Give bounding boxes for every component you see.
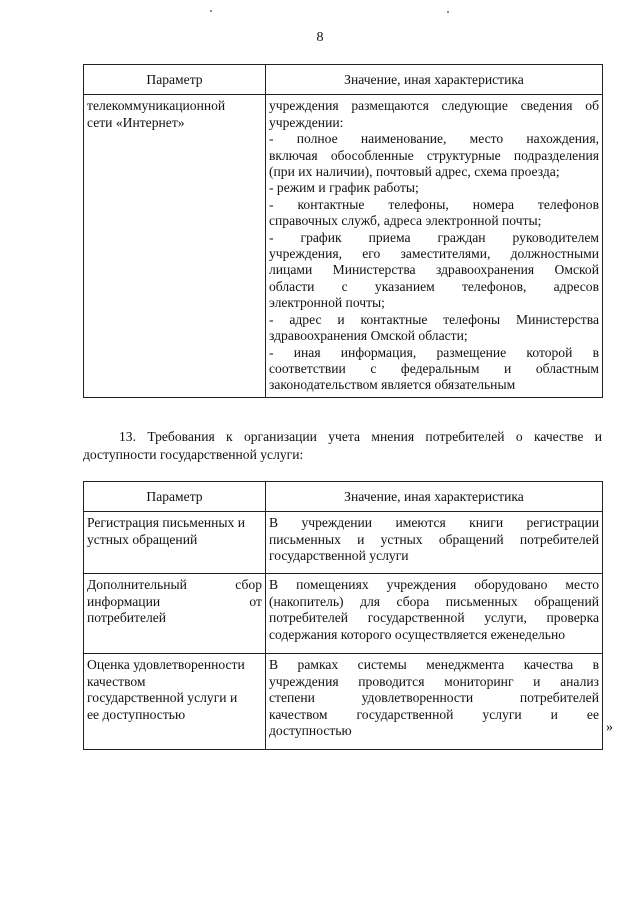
text-line: справочных служб, адреса электронной почты; — [269, 213, 542, 229]
header-param: Параметр — [84, 482, 266, 512]
info-table — [83, 64, 603, 398]
text-line: учреждения проводится мониторинг и анализ — [269, 673, 599, 689]
text-line: государственной услуги и — [87, 690, 238, 706]
scan-speck — [447, 11, 449, 13]
table-row — [84, 512, 603, 574]
text-line: государственной услуги — [269, 548, 409, 564]
text-line: здравоохранения Омской области; — [269, 328, 468, 344]
text-line: доступностью — [269, 723, 352, 739]
feedback-table — [83, 481, 603, 750]
closing-quote: » — [606, 720, 613, 735]
header-value: Значение, иная характеристика — [266, 65, 603, 95]
param-cell — [84, 654, 266, 750]
text-line: законодательством является обязательным — [269, 377, 516, 393]
text-line: содержания которого осуществляется еженедельно — [269, 626, 566, 642]
text-line: ее доступностью — [87, 706, 186, 722]
table-header-row — [84, 65, 603, 95]
text-line: Дополнительный сбор — [87, 577, 262, 593]
scan-speck — [210, 10, 212, 12]
text-line: В рамках системы менеджмента качества в — [269, 657, 599, 673]
text-line: степени удовлетворенности потребителей — [269, 690, 599, 706]
header-value: Значение, иная характеристика — [266, 482, 603, 512]
text-line: Регистрация письменных и — [87, 515, 246, 531]
text-line: потребителей — [87, 610, 167, 626]
text-line: электронной почты; — [269, 295, 385, 311]
text-line: Оценка удовлетворенности — [87, 657, 245, 673]
page-number: 8 — [316, 30, 324, 45]
text-line: В учреждении имеются книги регистрации — [269, 515, 599, 531]
value-cell — [266, 512, 603, 574]
text-line-content: 13. Требования к организации учета мнения потребителей о качестве и — [119, 429, 602, 444]
section-13-heading — [83, 428, 602, 464]
text-line: телекоммуникационной — [87, 98, 226, 114]
text-line: письменных и устных обращений потребителей — [269, 531, 599, 547]
table-header-row — [84, 482, 603, 512]
text-line: доступности государственной услуги: — [83, 447, 304, 462]
text-line: качеством государственной услуги и ее — [269, 706, 599, 722]
value-cell — [266, 574, 603, 654]
text-line: учреждения, его заместителями, должностными — [269, 246, 599, 262]
text-line: - полное наименование, место нахождения, — [269, 131, 599, 147]
text-line: сети «Интернет» — [87, 114, 185, 130]
text-line: учреждении: — [269, 114, 344, 130]
text-line — [83, 428, 602, 446]
text-line: качеством — [87, 673, 146, 689]
param-cell — [84, 574, 266, 654]
table-row — [84, 95, 603, 397]
text-line: учреждения размещаются следующие сведения об — [269, 98, 599, 114]
text-line: области с указанием телефонов, адресов — [269, 278, 599, 294]
param-cell — [84, 512, 266, 574]
text-line: - иная информация, размещение которой в — [269, 344, 599, 360]
text-line: В помещениях учреждения оборудовано место — [269, 577, 599, 593]
text-line: лицами Министерства здравоохранения Омской — [269, 262, 599, 278]
text-line: устных обращений — [87, 531, 198, 547]
text-line: (при их наличии), почтовый адрес, схема проезда; — [269, 164, 560, 180]
param-cell — [84, 95, 266, 397]
value-cell — [266, 654, 603, 750]
text-line: (накопитель) для сбора письменных обращений — [269, 593, 599, 609]
text-line: информации от — [87, 593, 262, 609]
text-line: - адрес и контактные телефоны Министерства — [269, 311, 599, 327]
text-line: соответствии с федеральным и областным — [269, 360, 599, 376]
table-row — [84, 574, 603, 654]
text-line: - режим и график работы; — [269, 180, 419, 196]
table-row — [84, 654, 603, 750]
text-line: включая обособленные структурные подразделения — [269, 147, 599, 163]
text-line: - контактные телефоны, номера телефонов — [269, 196, 599, 212]
value-cell — [266, 95, 603, 397]
text-line: - график приема граждан руководителем — [269, 229, 599, 245]
text-line: потребителей государственной услуги, проверка — [269, 610, 599, 626]
header-param: Параметр — [84, 65, 266, 95]
